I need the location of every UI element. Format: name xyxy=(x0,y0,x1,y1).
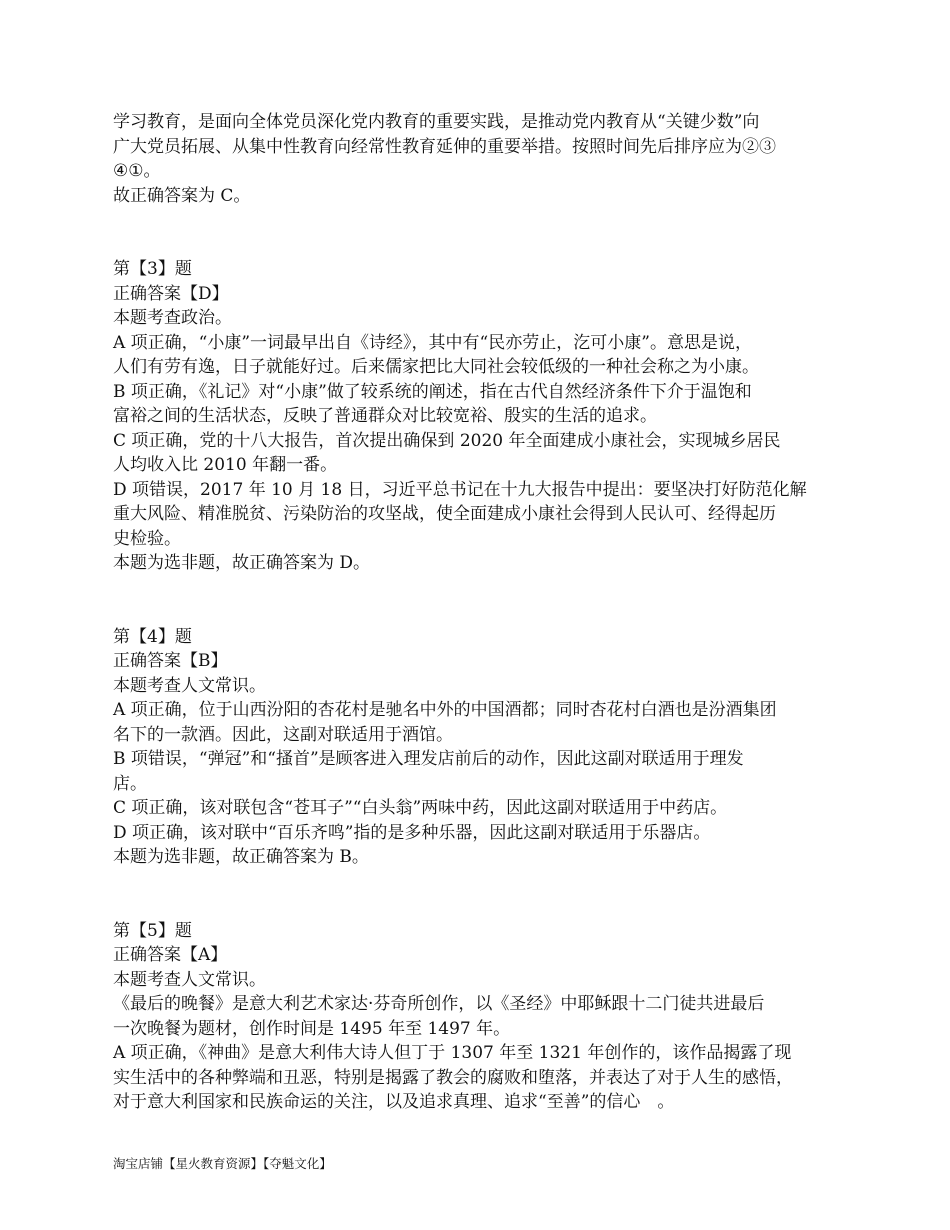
question-5-line: 本题考查人文常识。 xyxy=(113,969,266,990)
question-4-title: 第【4】题 xyxy=(113,626,192,647)
question-5-line: 实生活中的各种弊端和丑恶，特别是揭露了教会的腐败和堕落，并表达了对于人生的感悟， xyxy=(113,1067,793,1088)
intro-line: 学习教育，是面向全体党员深化党内教育的重要实践，是推动党内教育从“关键少数”向 xyxy=(113,112,760,132)
question-3-line: 人们有劳有逸，日子就能好过。后来儒家把比大同社会较低级的一种社会称之为小康。 xyxy=(113,357,759,377)
intro-answer-line: 故正确答案为 C。 xyxy=(113,185,251,206)
question-5-section xyxy=(113,919,853,1115)
question-4-conclusion: 本题为选非题，故正确答案为 B。 xyxy=(113,847,369,867)
question-5-line: A 项正确，《神曲》是意大利伟大诗人但丁于 1307 年至 1321 年创作的，该作品揭露了现 xyxy=(113,1043,792,1063)
footer-shop-name: 淘宝店铺【星火教育资源】【夺魁文化】 xyxy=(113,1156,332,1171)
question-3-line: C 项正确，党的十八大报告，首次提出确保到 2020 年全面建成小康社会，实现城乡居民 xyxy=(113,430,781,451)
question-3-line: D 项错误，2017 年 10 月 18 日，习近平总书记在十九大报告中提出：要坚决打好防范化解 xyxy=(113,479,807,500)
question-3-line: B 项正确，《礼记》对“小康”做了较系统的阐述，指在古代自然经济条件下介于温饱和 xyxy=(113,381,752,402)
question-5-line: 《最后的晚餐》是意大利艺术家达·芬奇所创作，以《圣经》中耶稣跟十二门徒共进最后 xyxy=(113,994,765,1014)
question-3-line: 重大风险、精准脱贫、污染防治的攻坚战，使全面建成小康社会得到人民认可、经得起历 xyxy=(113,504,776,524)
intro-line: ④①。 xyxy=(113,161,161,181)
question-3-line: 本题考查政治。 xyxy=(113,308,232,328)
question-5-title: 第【5】题 xyxy=(113,920,192,941)
question-4-line: A 项正确，位于山西汾阳的杏花村是驰名中外的中国酒都；同时杏花村白酒也是汾酒集团 xyxy=(113,700,777,720)
question-3-title: 第【3】题 xyxy=(113,259,192,279)
question-4-line: 本题考查人文常识。 xyxy=(113,675,266,696)
section-gap xyxy=(113,576,853,625)
document-body xyxy=(113,110,853,1115)
question-5-line: 对于意大利国家和民族命运的关注，以及追求真理、追求“至善”的信心 。 xyxy=(113,1092,675,1112)
question-4-line: 店。 xyxy=(113,773,147,794)
question-5-line: 一次晚餐为题材，创作时间是 1495 年至 1497 年。 xyxy=(113,1018,511,1039)
question-3-line: 史检验。 xyxy=(113,528,181,549)
question-4-answer: 正确答案【B】 xyxy=(113,651,228,671)
question-4-section xyxy=(113,625,853,870)
question-3-answer: 正确答案【D】 xyxy=(113,283,229,304)
intro-line: 广大党员拓展、从集中性教育向经常性教育延伸的重要举措。按照时间先后排序应为②③ xyxy=(113,136,776,157)
question-4-line: D 项正确，该对联中“百乐齐鸣”指的是多种乐器，因此这副对联适用于乐器店。 xyxy=(113,822,711,843)
question-4-line: C 项正确，该对联包含“苍耳子”“白头翁”两味中药，因此这副对联适用于中药店。 xyxy=(113,798,728,818)
question-3-line: 富裕之间的生活状态，反映了普通群众对比较宽裕、殷实的生活的追求。 xyxy=(113,406,657,426)
question-3-section xyxy=(113,257,853,576)
intro-section xyxy=(113,110,853,208)
question-4-line: B 项错误，“弹冠”和“搔首”是顾客进入理发店前后的动作，因此这副对联适用于理发 xyxy=(113,749,744,769)
section-gap xyxy=(113,208,853,257)
question-3-line: 人均收入比 2010 年翻一番。 xyxy=(113,455,338,475)
question-4-line: 名下的一款酒。因此，这副对联适用于酒馆。 xyxy=(113,724,453,745)
question-3-line: A 项正确，“小康”一词最早出自《诗经》，其中有“民亦劳止，汔可小康”。意思是说， xyxy=(113,332,752,353)
question-3-conclusion: 本题为选非题，故正确答案为 D。 xyxy=(113,553,371,573)
section-gap xyxy=(113,870,853,919)
question-5-answer: 正确答案【A】 xyxy=(113,945,228,965)
